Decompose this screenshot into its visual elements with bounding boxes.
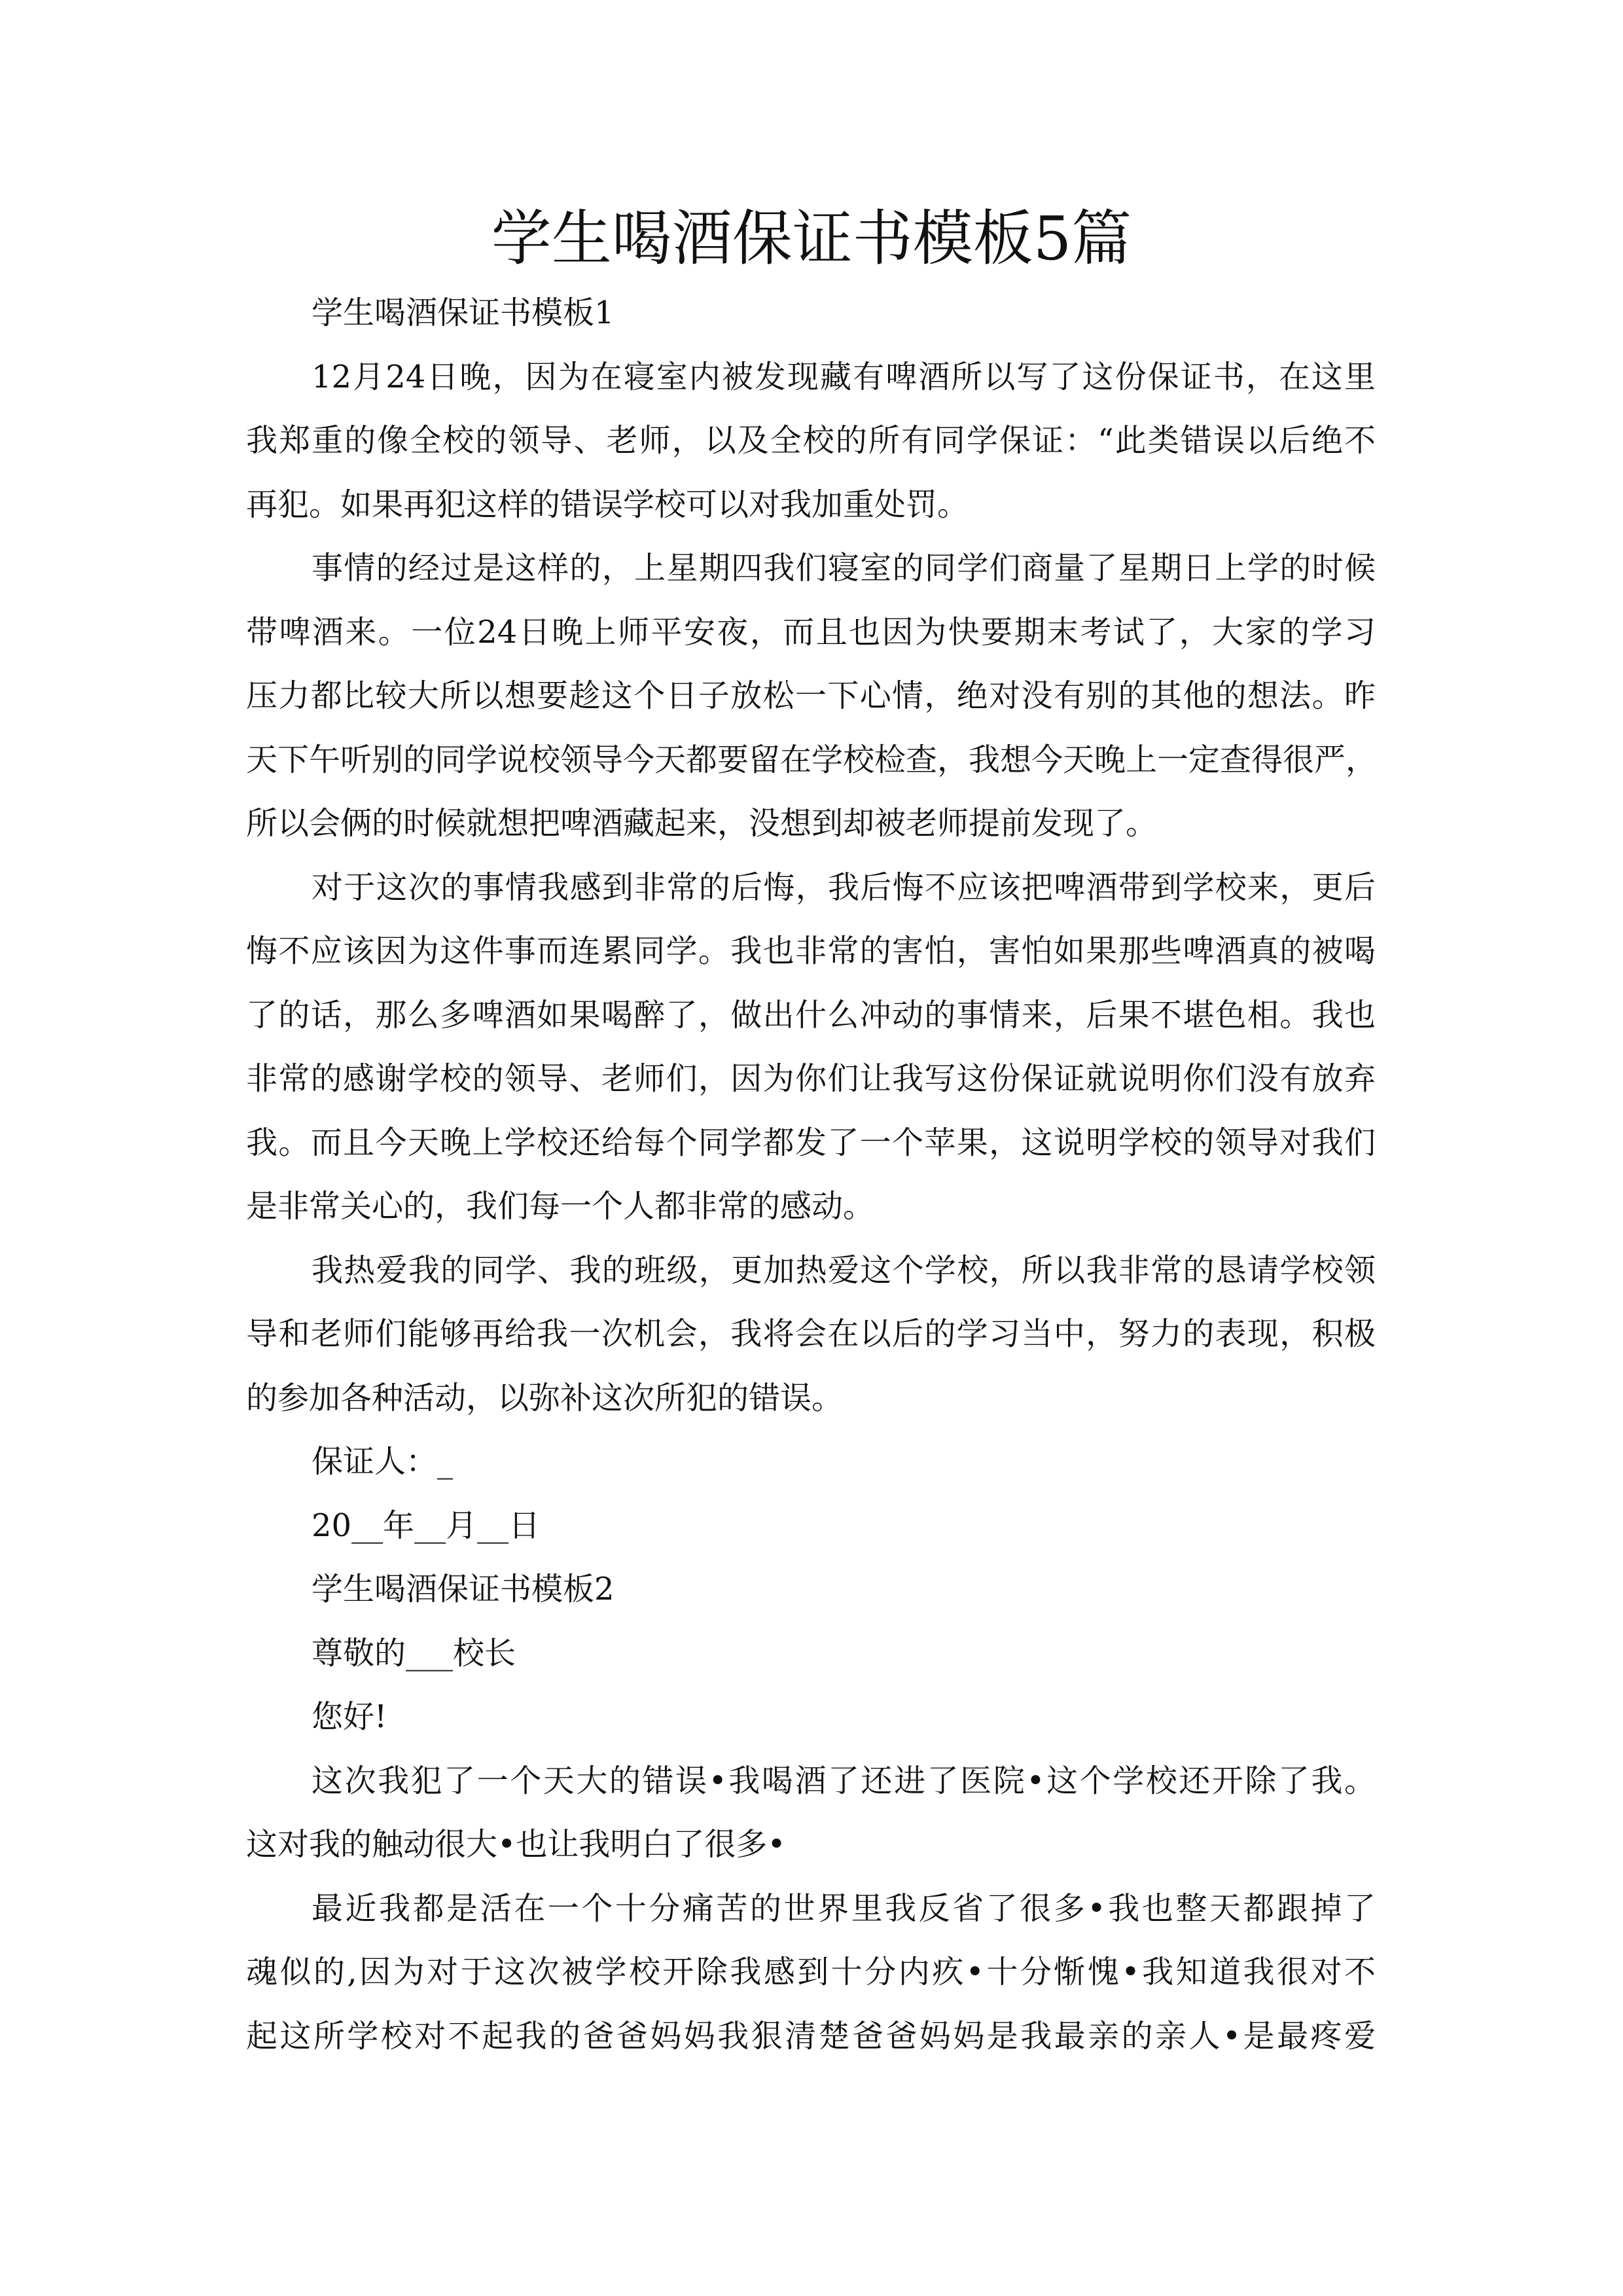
document-title: 学生喝酒保证书模板5篇 <box>491 204 1132 274</box>
text-line: 所以会俩的时候就想把啤酒藏起来，没想到却被老师提前发现了。 <box>246 805 1158 842</box>
text-line: 学生喝酒保证书模板1 <box>312 295 615 331</box>
text-line: 我郑重的像全校的领导、老师，以及全校的所有同学保证：“此类错误以后绝不 <box>246 422 1376 459</box>
text-line: 20__年__月__日 <box>312 1507 541 1544</box>
text-line: 天下午听别的同学说校领导今天都要留在学校检查，我想今天晚上一定查得很严， <box>246 741 1378 778</box>
text-line: 了的话，那么多啤酒如果喝醉了，做出什么冲动的事情来，后果不堪色相。我也 <box>246 996 1376 1033</box>
text-line: 对于这次的事情我感到非常的后悔，我后悔不应该把啤酒带到学校来，更后 <box>312 869 1376 906</box>
text-line: 事情的经过是这样的，上星期四我们寝室的同学们商量了星期日上学的时候 <box>312 550 1376 586</box>
text-line: 的参加各种活动，以弥补这次所犯的错误。 <box>246 1379 844 1416</box>
text-line: 导和老师们能够再给我一次机会，我将会在以后的学习当中，努力的表现，积极 <box>246 1316 1376 1352</box>
text-line: 学生喝酒保证书模板2 <box>312 1571 615 1607</box>
text-line: 压力都比较大所以想要趁这个日子放松一下心情，绝对没有别的其他的想法。昨 <box>246 677 1376 714</box>
document-body <box>246 281 1376 2068</box>
text-line: 这次我犯了一个天大的错误•我喝酒了还进了医院•这个学校还开除了我。 <box>312 1762 1376 1799</box>
text-line: 保证人：_ <box>312 1443 454 1480</box>
text-line: 这对我的触动很大•也让我明白了很多• <box>246 1826 786 1863</box>
text-line: 尊敬的___校长 <box>312 1634 516 1672</box>
text-line: 非常的感谢学校的领导、老师们，因为你们让我写这份保证就说明你们没有放弃 <box>246 1060 1376 1097</box>
text-line: 我热爱我的同学、我的班级，更加热爱这个学校，所以我非常的恳请学校领 <box>312 1251 1376 1289</box>
text-line: 再犯。如果再犯这样的错误学校可以对我加重处罚。 <box>246 486 969 523</box>
text-line: 起这所学校对不起我的爸爸妈妈我狠清楚爸爸妈妈是我最亲的亲人•是最疼爱 <box>246 2017 1376 2054</box>
text-line: 我。而且今天晚上学校还给每个同学都发了一个苹果，这说明学校的领导对我们 <box>246 1124 1376 1161</box>
text-line: 12月24日晚，因为在寝室内被发现藏有啤酒所以写了这份保证书，在这里 <box>312 358 1376 395</box>
text-line: 悔不应该因为这件事而连累同学。我也非常的害怕，害怕如果那些啤酒真的被喝 <box>246 933 1376 969</box>
text-line: 您好! <box>312 1698 387 1735</box>
text-line: 是非常关心的，我们每一个人都非常的感动。 <box>246 1188 875 1225</box>
text-line: 魂似的,因为对于这次被学校开除我感到十分内疚•十分惭愧•我知道我很对不 <box>246 1954 1376 1990</box>
text-line: 带啤酒来。一位24日晚上师平安夜，而且也因为快要期末考试了，大家的学习 <box>246 613 1376 651</box>
text-line: 最近我都是活在一个十分痛苦的世界里我反省了很多•我也整天都跟掉了 <box>312 1890 1376 1927</box>
